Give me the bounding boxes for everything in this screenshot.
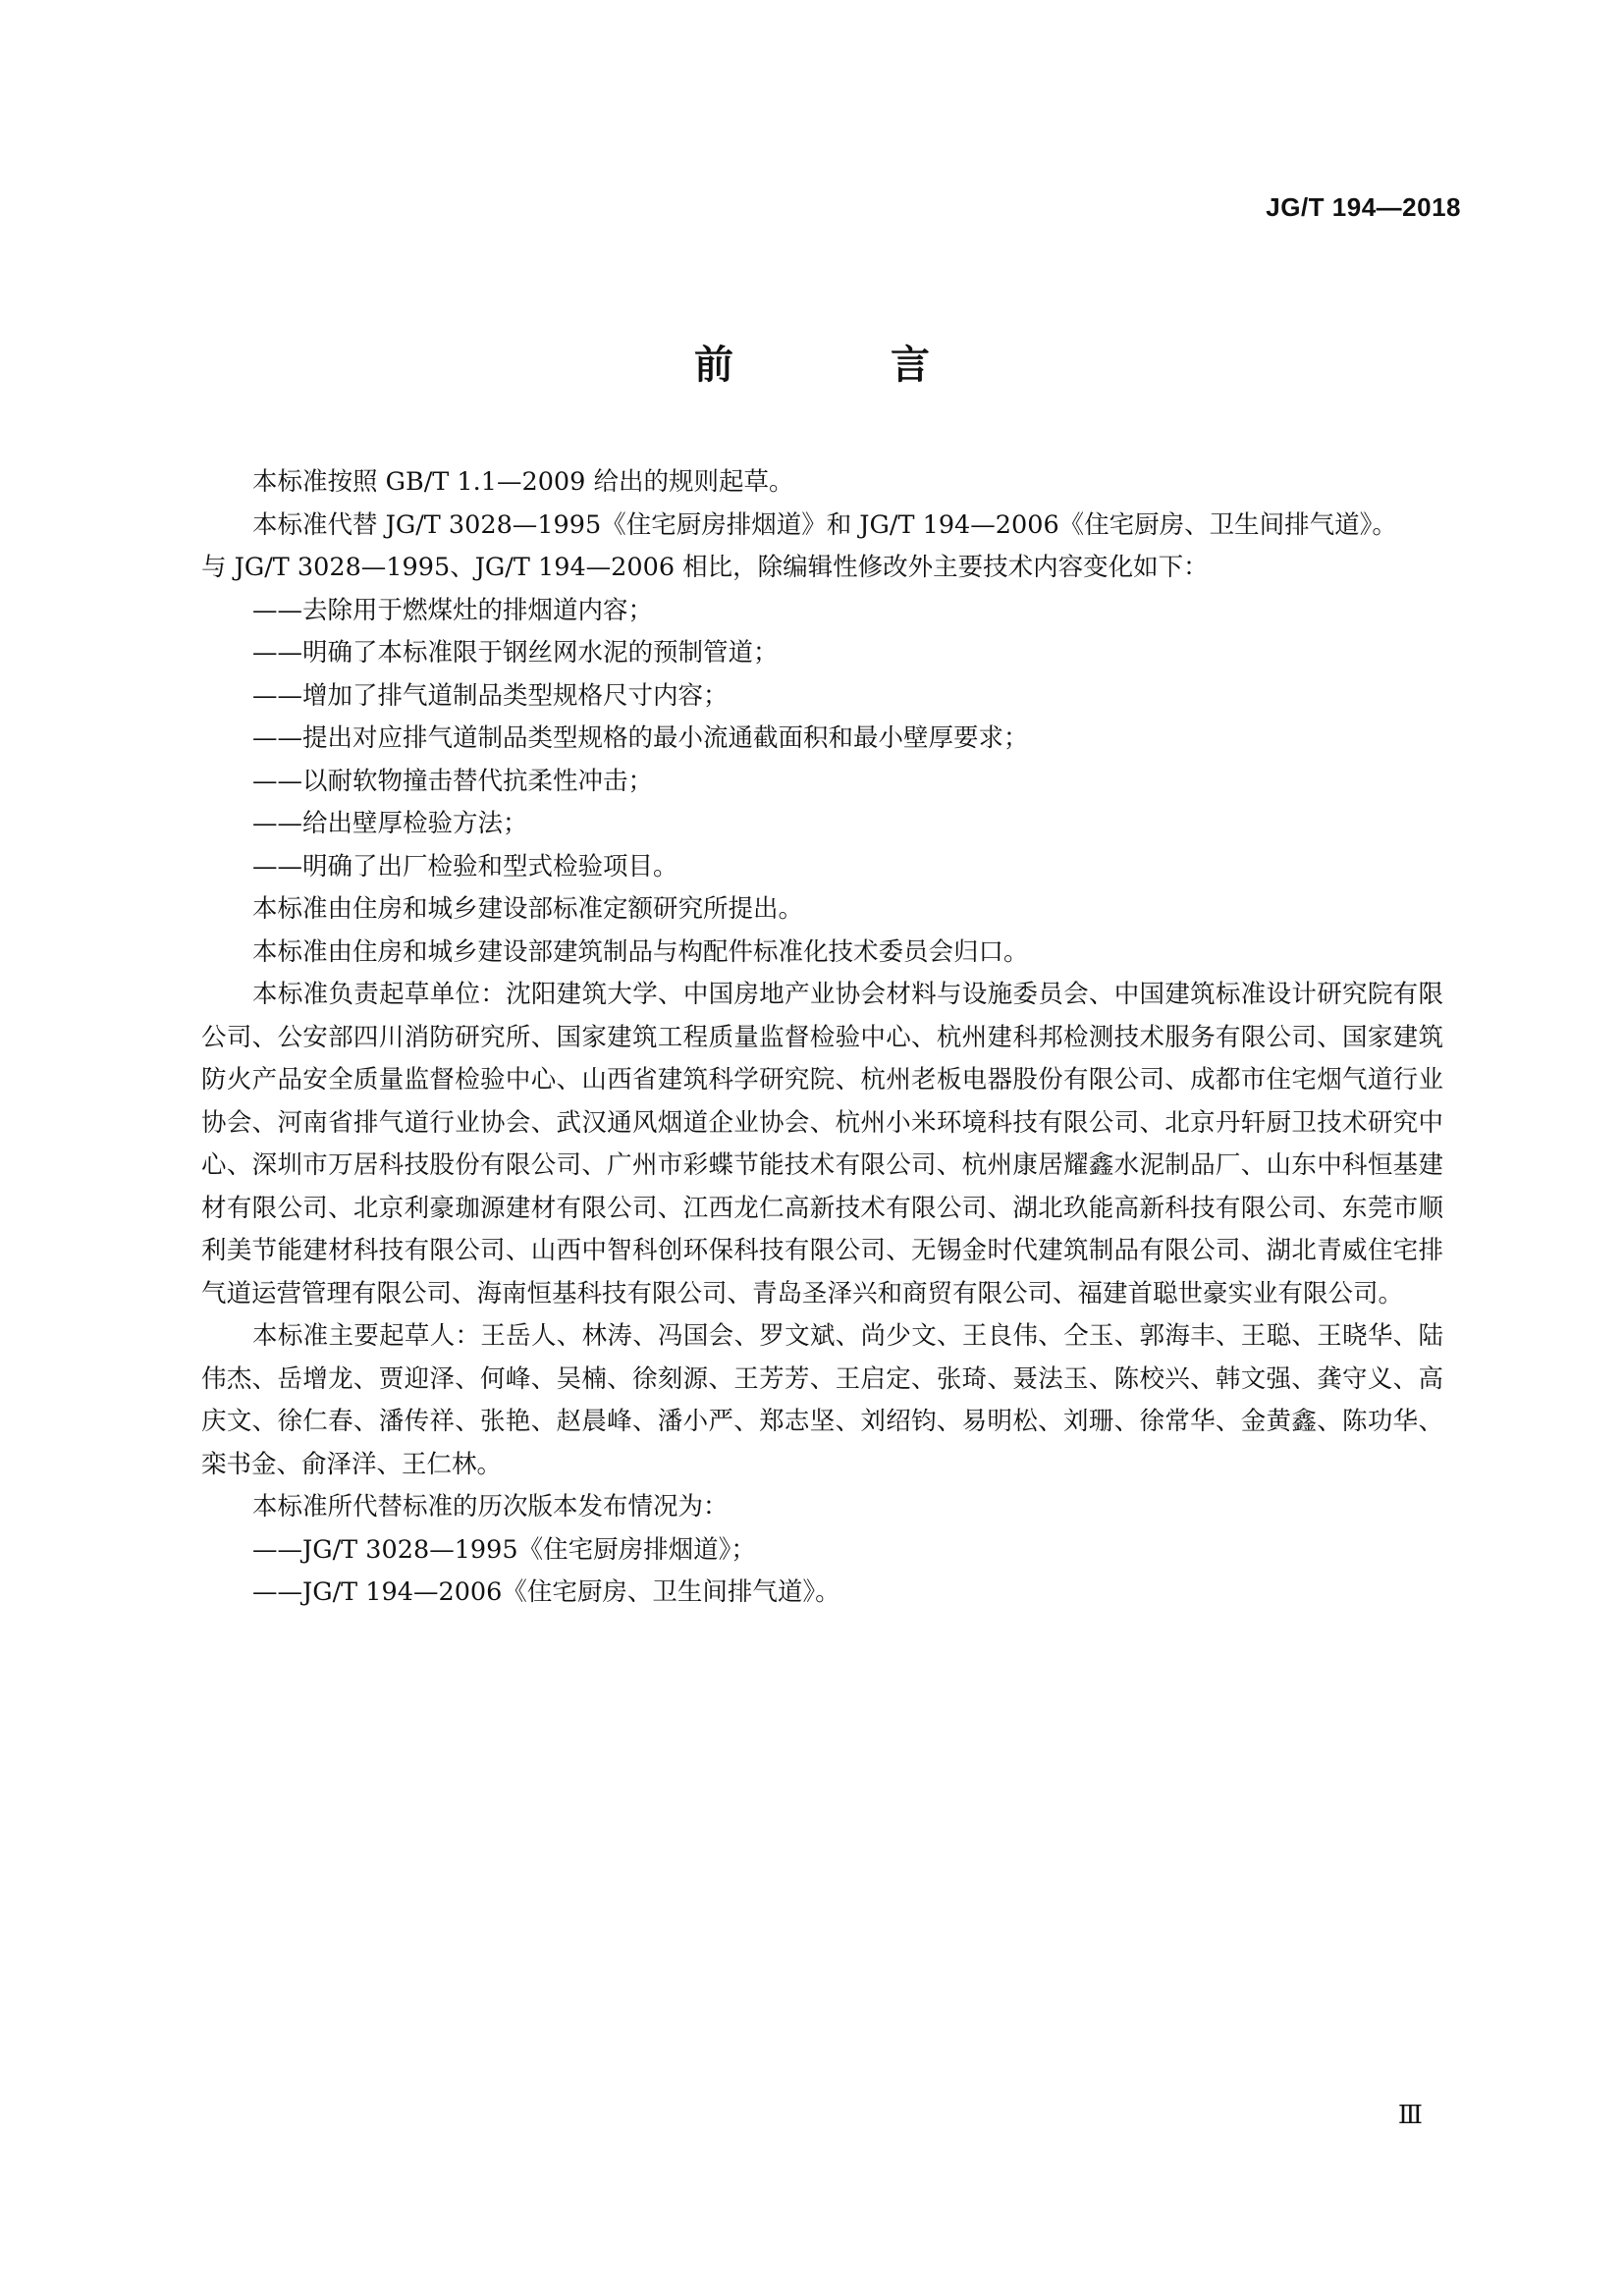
list-item-change: ——明确了出厂检验和型式检验项目。 (252, 851, 678, 881)
paragraph-proposed-by: 本标准由住房和城乡建设部标准定额研究所提出。 (252, 894, 804, 924)
paragraph-changes-intro: 与 JG/T 3028—1995、JG/T 194—2006 相比，除编辑性修改外主要技术内容变化如下： (201, 553, 1209, 582)
paragraph-drafting-units: 本标准负责起草单位：沈阳建筑大学、中国房地产业协会材料与设施委员会、中国建筑标准设计研究院有限公司、公安部四川消防研究所、国家建筑工程质量监督检验中心、杭州建科邦检测技术服务有限公司、国家建筑防火产品安全质量监督检验中心、山西省建筑科学研究院、杭州老板电器股份有限公司、成都市住宅烟气道行业协会、河南省排气道行业协会、武汉通风烟道企业协会、杭州小米环境科技有限公司、北京丹轩厨卫技术研究中心、深圳市万居科技股份有限公司、广州市彩蝶节能技术有限公司、杭州康居耀鑫水泥制品厂、山东中科恒基建材有限公司、北京利豪珈源建材有限公司、江西龙仁高新技术有限公司、湖北玖能高新科技有限公司、东莞市顺利美节能建材科技有限公司、山西中智科创环保科技有限公司、无锡金时代建筑制品有限公司、湖北青威住宅排气道运营管理有限公司、海南恒基科技有限公司、青岛圣泽兴和商贸有限公司、福建首聪世豪实业有限公司。 (201, 980, 1443, 1308)
standard-code-header: JG/T 194—2018 (1266, 192, 1461, 222)
paragraph-drafters: 本标准主要起草人：王岳人、林涛、冯国会、罗文斌、尚少文、王良伟、仝玉、郭海丰、王聪、王晓华、陆伟杰、岳增龙、贾迎泽、何峰、吴楠、徐刻源、王芳芳、王启定、张琦、聂法玉、陈校兴、韩文强、龚守义、高庆文、徐仁春、潘传祥、张艳、赵晨峰、潘小严、郑志坚、刘绍钧、易明松、刘珊、徐常华、金黄鑫、陈功华、栾书金、俞泽洋、王仁林。 (201, 1321, 1443, 1479)
paragraph-previous-editions: 本标准所代替标准的历次版本发布情况为： (252, 1492, 729, 1522)
list-item-change: ——提出对应排气道制品类型规格的最小流通截面积和最小壁厚要求； (252, 723, 1029, 753)
page-number: Ⅲ (1397, 2101, 1423, 2129)
page-title: 前 言 (694, 343, 989, 388)
paragraph-under-jurisdiction: 本标准由住房和城乡建设部建筑制品与构配件标准化技术委员会归口。 (252, 936, 1029, 967)
paragraph-replaces: 本标准代替 JG/T 3028—1995《住宅厨房排烟道》和 JG/T 194—2006《住宅厨房、卫生间排气道》。 (252, 509, 1397, 540)
foreword-body (201, 461, 1443, 1615)
list-item-edition: ——JG/T 3028—1995《住宅厨房排烟道》； (252, 1534, 756, 1565)
list-item-change: ——以耐软物撞击替代抗柔性冲击； (252, 766, 654, 796)
list-item-change: ——去除用于燃煤灶的排烟道内容； (252, 595, 654, 625)
list-item-change: ——给出壁厚检验方法； (252, 809, 528, 838)
list-item-change: ——明确了本标准限于钢丝网水泥的预制管道； (252, 638, 779, 667)
paragraph-drafting-rules: 本标准按照 GB/T 1.1—2009 给出的规则起草。 (252, 467, 794, 497)
list-item-change: ——增加了排气道制品类型规格尺寸内容； (252, 680, 729, 711)
list-item-edition: ——JG/T 194—2006《住宅厨房、卫生间排气道》。 (252, 1577, 840, 1607)
